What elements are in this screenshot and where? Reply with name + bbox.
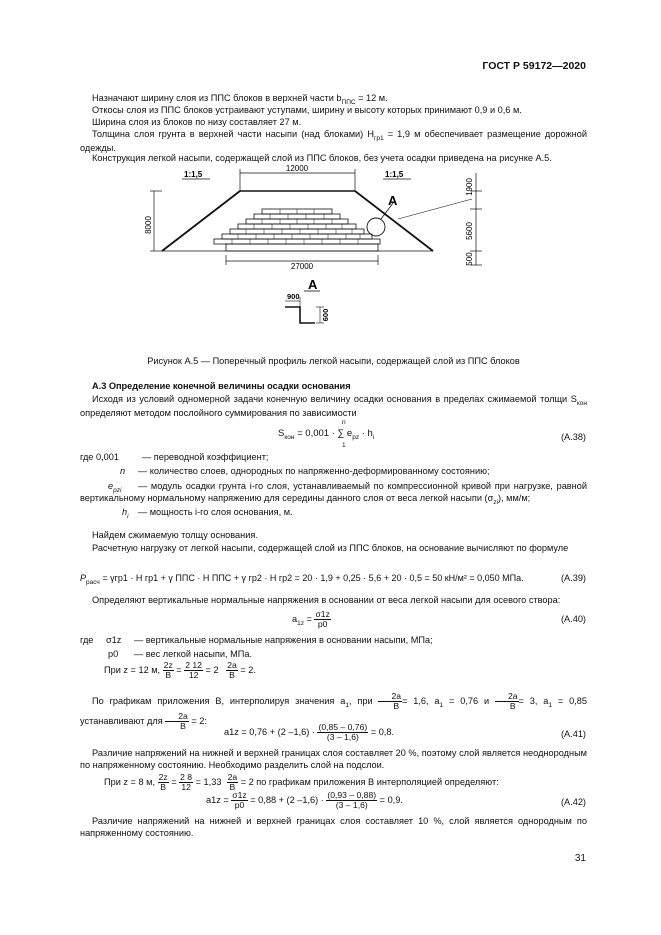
slope-right: 1:1,5 — [385, 170, 404, 179]
z12-line: При z = 12 м, $\frac{2z}{B}$ = $\frac{2 12}{12}$ = 2 $\frac{2a}{B}$ = 2. — [104, 660, 256, 681]
paragraph-diff10: Различие напряжений на нижней и верхней границах слоя составляет 10 %, слой является однородным по напряженному состоянию. — [80, 816, 587, 838]
dim-500: 500 — [465, 252, 474, 266]
detail-title: A — [308, 277, 318, 292]
paragraph-bottom-width: Ширина слоя из блоков по низу составляет 27 м. — [92, 117, 302, 127]
def-n-symbol: n — [120, 466, 126, 476]
dim-5600: 5600 — [465, 222, 474, 240]
dim-bottom-width: 27000 — [290, 262, 314, 271]
equation-a42: a1z = $\frac{\sigma 1z}{p0}$ = 0,88 + (2 –1,6) · $\frac{(0,93 - 0,88)}{(3 - 1,6)}$ = 0,9. — [206, 790, 403, 811]
def-001: — переводной коэффициент; — [142, 452, 269, 462]
dim-top-width: 12000 — [285, 165, 309, 173]
paragraph-find: Найдем сжимаемую толщу основания. — [92, 530, 258, 540]
eq-num-a42: (А.42) — [560, 797, 586, 807]
paragraph-slopes: Откосы слоя из ППС блоков устраивают уступами, ширину и высоту которых принимают 0,9 и 0,6 м. — [92, 105, 522, 115]
embankment-profile-figure — [140, 165, 500, 353]
paragraph-construction: Конструкция легкой насыпи, содержащей слой из ППС блоков, без учета осадки приведена на рисунке А.5. — [92, 153, 552, 163]
sum-lower: 1 — [342, 442, 346, 449]
paragraph-diff20: Различие напряжений на нижней и верхней границах слоя составляет 20 %, поэтому слой является неоднородным по напряженному состоянию. Необходимо разделить слой на подслои. — [80, 748, 587, 770]
def-sigma: — вертикальные нормальные напряжения в основании насыпи, МПа; — [134, 635, 433, 645]
slope-left: 1:1,5 — [184, 170, 203, 179]
def-n: — количество слоев, однородных по напряженно-деформированному состоянию; — [138, 466, 490, 476]
callout-a: A — [388, 193, 398, 208]
paragraph-calc-load: Расчетную нагрузку от легкой насыпи, содержащей слой из ППС блоков, на основание вычисляют по формуле — [92, 543, 569, 553]
paragraph-interpolation: По графикам приложения В, интерполируя значения $a_1$, при $\frac{2a}{B}$ = 1,6, $a_1 = 0,76$ и $\frac{2a}{B}$ = 3, $a_1 = 0,85$ устанавливают для $\frac{2a}{B}$ = 2: — [80, 691, 587, 732]
callout-circle — [367, 218, 385, 236]
paragraph-thickness: Толщина слоя грунта в верхней части насыпи (над блоками) $H_{гр1} = 1,9$ м обеспечивает размещение дорожной одежды. — [80, 129, 587, 154]
def-h: — мощность i-го слоя основания, м. — [138, 507, 293, 517]
section-title: А.3 Определение конечной величины осадки основания — [92, 381, 351, 391]
detail-600: 600 — [321, 308, 330, 322]
paragraph-intro: Исходя из условий одномерной задачи конечную величину осадки основания в пределах сжимаемой толщи $S_{кон}$ определяют методом послойного суммирования по зависимости — [80, 394, 587, 419]
z8-line: При z = 8 м, $\frac{2z}{B}$ = $\frac{2 8}{12}$ = 1,33 $\frac{2a}{B}$ = 2 по графикам приложения В интерполяцией определяют: — [104, 772, 499, 793]
def-p0-symbol: p0 — [108, 649, 119, 659]
def-p0: — вес легкой насыпи, МПа. — [134, 649, 253, 659]
equation-a39: $P_{расч} = \gamma гр1 \cdot H$ гр1 + γ ППС · H ППС + γ гр2 · H гр2 = 20 · 1,9 + 0,25 · 5,6 + 20 · 0,5 = 50 кН/м² = 0,050 МПа. — [80, 573, 524, 586]
dim-1900: 1900 — [465, 178, 474, 196]
def-e-symbol: $e_{pzi}$ — [108, 481, 122, 494]
def-sigma-symbol: σ1z — [106, 635, 122, 645]
document-id: ГОСТ Р 59172—2020 — [482, 60, 586, 72]
where-sigma: где — [80, 635, 94, 645]
detail-900: 900 — [287, 292, 300, 301]
def-e: — модуль осадки грунта i-го слоя, устанавливаемый по компрессионной кривой при нагрузке, равной вертикальному нормальному напряжению для середины данного слоя от веса легкой насыпи $(\sigma_{zi})$, мм/м; — [80, 481, 587, 506]
eq-num-a38: (А.38) — [560, 432, 586, 442]
where-001: где 0,001 — [80, 452, 119, 462]
sum-upper: n — [342, 419, 346, 426]
paragraph-width: Назначают ширину слоя из ППС блоков в верхней части $b_{ППС} = 12$ м. — [92, 93, 388, 106]
eq-num-a40: (А.40) — [560, 614, 586, 624]
pps-block-layers — [214, 209, 380, 251]
equation-a38: $S_{кон} = 0,001$ · ∑ $e_{pz} \cdot h_i$ — [278, 428, 375, 441]
eq-num-a41: (А.41) — [560, 729, 586, 739]
equation-a40: $a_{1z}$ = $\frac{\sigma 1z}{p0}$ — [292, 609, 330, 630]
figure-caption: Рисунок А.5 — Поперечный профиль легкой насыпи, содержащей слой из ППС блоков — [147, 356, 520, 366]
eq-num-a39: (А.39) — [560, 573, 586, 583]
equation-a41: a1z = 0,76 + (2 –1,6) · $\frac{(0,85 - 0,76)}{(3 - 1,6)}$ = 0,8. — [224, 722, 395, 743]
def-h-symbol: $h_i$ — [122, 507, 129, 520]
paragraph-vertical: Определяют вертикальные нормальные напряжения в основании от веса легкой насыпи для осевого створа: — [92, 595, 561, 605]
page-number: 31 — [574, 853, 586, 864]
dim-height-total: 8000 — [144, 216, 153, 234]
